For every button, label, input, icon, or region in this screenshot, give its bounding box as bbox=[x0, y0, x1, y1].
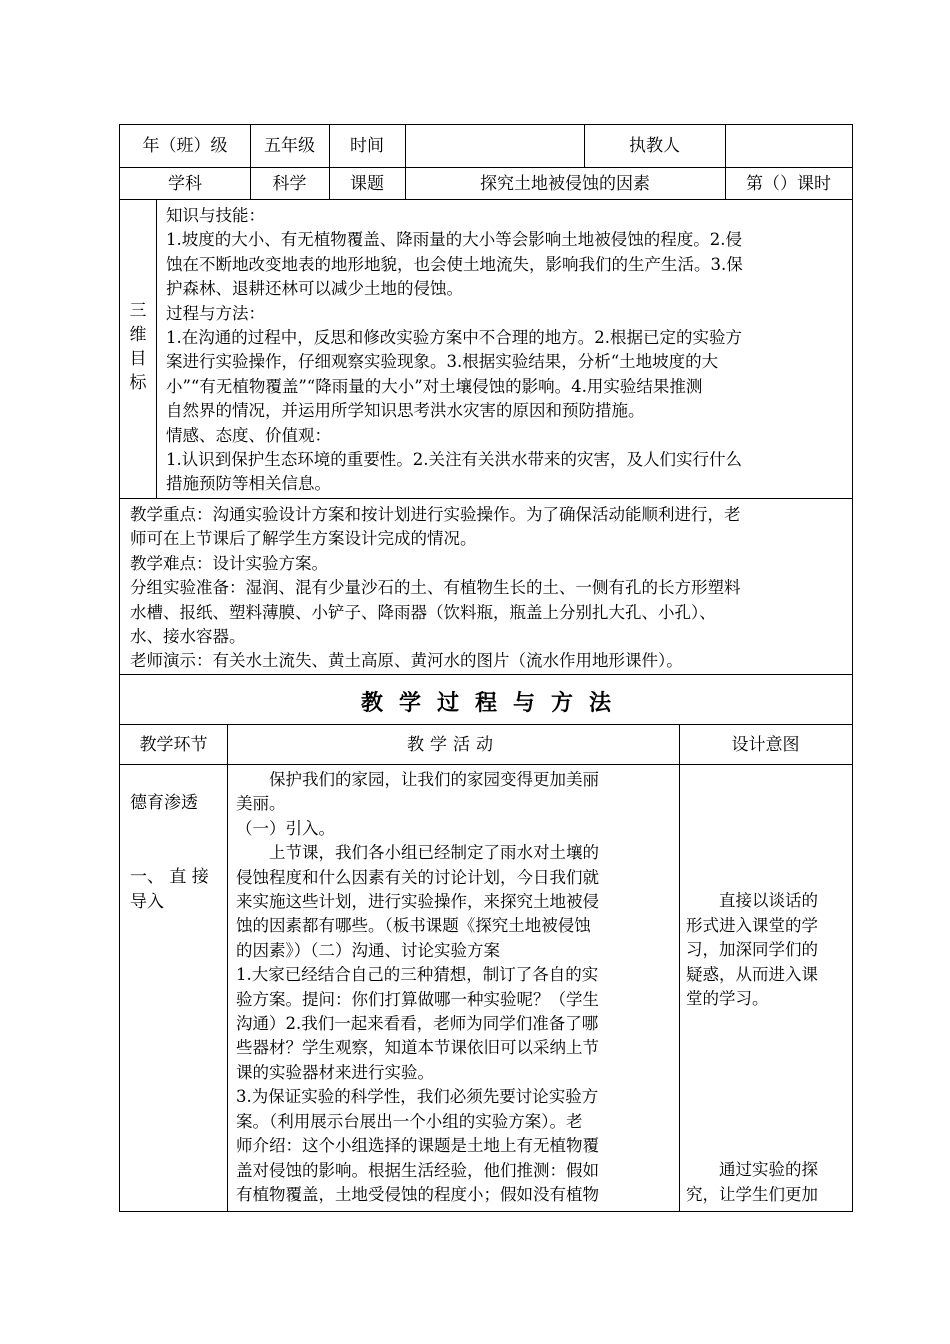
activity-line: 1.大家已经结合自己的三种猜想，制订了各自的实 bbox=[236, 965, 599, 985]
stage-moral: 德育渗透 bbox=[130, 793, 198, 813]
prep-line: 水、接水容器。 bbox=[130, 627, 246, 647]
stage-intro-2: 导入 bbox=[130, 892, 164, 912]
prep-line: 教学难点：设计实验方案。 bbox=[130, 553, 328, 573]
stage-intro-1: 一、 直 接 bbox=[130, 867, 209, 887]
intent-line: 习，加深同学们的 bbox=[686, 940, 818, 959]
rule-heading bbox=[120, 724, 852, 725]
grade-label: 年（班）级 bbox=[142, 136, 228, 156]
goals-side-label: 三 维 目 标 bbox=[129, 301, 147, 393]
activity-line: 3.为保证实验的科学性，我们必须先要讨论实验方 bbox=[236, 1087, 599, 1107]
col-header-intent: 设计意图 bbox=[731, 735, 800, 755]
col-header-activity: 教学活动 bbox=[407, 735, 499, 755]
rule-process-left bbox=[227, 724, 228, 1212]
activity-line: 盖对侵蚀的影响。根据生活经验，他们推测：假如 bbox=[236, 1160, 599, 1180]
rule-goals bbox=[120, 498, 852, 499]
period-value: 第（）课时 bbox=[746, 174, 831, 194]
intent-line: 疑惑，从而进入课 bbox=[686, 964, 818, 984]
prep-line: 分组实验准备：湿润、混有少量沙石的土、有植物生长的土、一侧有孔的长方形塑料 bbox=[130, 578, 741, 598]
grade-value: 五年级 bbox=[264, 136, 315, 156]
activity-line: 些器材？学生观察，知道本节课依旧可以采纳上节 bbox=[236, 1038, 599, 1058]
activity-line: （一）引入。 bbox=[236, 818, 335, 838]
intent-text-1 bbox=[686, 889, 849, 1012]
intent-line: 究，让学生们更加 bbox=[686, 1184, 818, 1204]
intent-text-2 bbox=[686, 1158, 849, 1207]
rule-row2 bbox=[120, 199, 852, 200]
activity-line: 侵蚀程度和什么因素有关的讨论计划，今日我们就 bbox=[236, 867, 599, 887]
activity-line: 验方案。提问：你们打算做哪一种实验呢？（学生 bbox=[236, 989, 599, 1009]
rule-colheaders bbox=[120, 764, 852, 765]
goals-line: 知识与技能： bbox=[166, 206, 265, 225]
subject-label: 学科 bbox=[168, 174, 202, 194]
prep-line: 教学重点：沟通实验设计方案和按计划进行实验操作。为了确保活动能顺利进行，老 bbox=[130, 505, 741, 524]
intent-line: 通过实验的探 bbox=[686, 1160, 818, 1179]
activity-line: 来实施这些计划，进行实验操作，来探究土地被侵 bbox=[236, 892, 599, 912]
activity-line: 上节课，我们各小组已经制定了雨水对土壤的 bbox=[236, 843, 599, 863]
intent-line: 堂的学习。 bbox=[686, 989, 769, 1008]
activity-line: 的因素》）（二）沟通、讨论实验方案 bbox=[236, 940, 500, 960]
goals-line: 情感、态度、价值观： bbox=[166, 425, 331, 445]
subject-value: 科学 bbox=[272, 174, 307, 194]
col-header-stage: 教学环节 bbox=[139, 735, 208, 755]
intent-line: 形式进入课堂的学 bbox=[686, 915, 818, 935]
activity-line: 保护我们的家园，让我们的家园变得更加美丽 bbox=[236, 770, 599, 789]
lesson-plan-table bbox=[119, 124, 853, 1212]
prep-line: 水槽、报纸、塑料薄膜、小铲子、降雨器（饮料瓶，瓶盖上分别扎大孔、小孔）、 bbox=[130, 602, 716, 622]
topic-label: 课题 bbox=[350, 174, 384, 194]
goals-line: 措施预防等相关信息。 bbox=[166, 474, 331, 494]
activity-line: 蚀的因素都有哪些。（板书课题《探究土地被侵蚀 bbox=[236, 916, 591, 936]
teacher-label: 执教人 bbox=[629, 136, 680, 156]
activity-line: 沟通）2.我们一起来看看，老师为同学们准备了哪 bbox=[236, 1014, 599, 1034]
rule-process-right bbox=[679, 724, 680, 1212]
goals-line: 护森林、退耕还林可以减少土地的侵蚀。 bbox=[166, 279, 463, 299]
goals-line: 案进行实验操作，仔细观察实验现象。3.根据实验结果，分析“土地坡度的大 bbox=[166, 352, 719, 372]
activity-line: 案。（利用展示台展出一个小组的实验方案）。老 bbox=[236, 1111, 583, 1131]
goals-line: 1.在沟通的过程中，反思和修改实验方案中不合理的地方。2.根据已定的实验方 bbox=[166, 328, 742, 348]
goals-line: 1.坡度的大小、有无植物覆盖、降雨量的大小等会影响土地被侵蚀的程度。2.侵 bbox=[166, 230, 742, 250]
goals-text bbox=[166, 204, 852, 497]
prep-line: 老师演示：有关水土流失、黄土高原、黄河水的图片（流水作用地形课件）。 bbox=[130, 651, 683, 671]
activity-line: 课的实验器材来进行实验。 bbox=[236, 1062, 434, 1082]
rule-goals-side bbox=[156, 199, 157, 498]
prep-line: 师可在上节课后了解学生方案设计完成的情况。 bbox=[130, 529, 477, 549]
goals-line: 自然界的情况，并运用所学知识思考洪水灾害的原因和预防措施。 bbox=[166, 401, 645, 421]
prep-text bbox=[130, 503, 852, 674]
goals-line: 过程与方法： bbox=[166, 303, 265, 323]
intent-line: 直接以谈话的 bbox=[686, 891, 818, 910]
activity-text bbox=[236, 768, 672, 1207]
goals-line: 蚀在不断地改变地表的地形地貌，也会使土地流失，影响我们的生产生活。3.保 bbox=[166, 254, 743, 274]
rule-row1 bbox=[120, 167, 852, 168]
process-heading: 教学过程与方法 bbox=[360, 690, 627, 716]
activity-line: 师介绍：这个小组选择的课题是土地上有无植物覆 bbox=[236, 1136, 599, 1156]
goals-line: 1.认识到保护生态环境的重要性。2.关注有关洪水带来的灾害，及人们实行什么 bbox=[166, 450, 742, 470]
rule-prep bbox=[120, 674, 852, 675]
goals-line: 小”“有无植物覆盖”“降雨量的大小”对土壤侵蚀的影响。4.用实验结果推测 bbox=[166, 376, 703, 396]
activity-line: 有植物覆盖，土地受侵蚀的程度小；假如没有植物 bbox=[236, 1184, 599, 1204]
topic-value: 探究土地被侵蚀的因素 bbox=[480, 174, 650, 194]
time-label: 时间 bbox=[350, 136, 384, 156]
activity-line: 美丽。 bbox=[236, 794, 286, 814]
